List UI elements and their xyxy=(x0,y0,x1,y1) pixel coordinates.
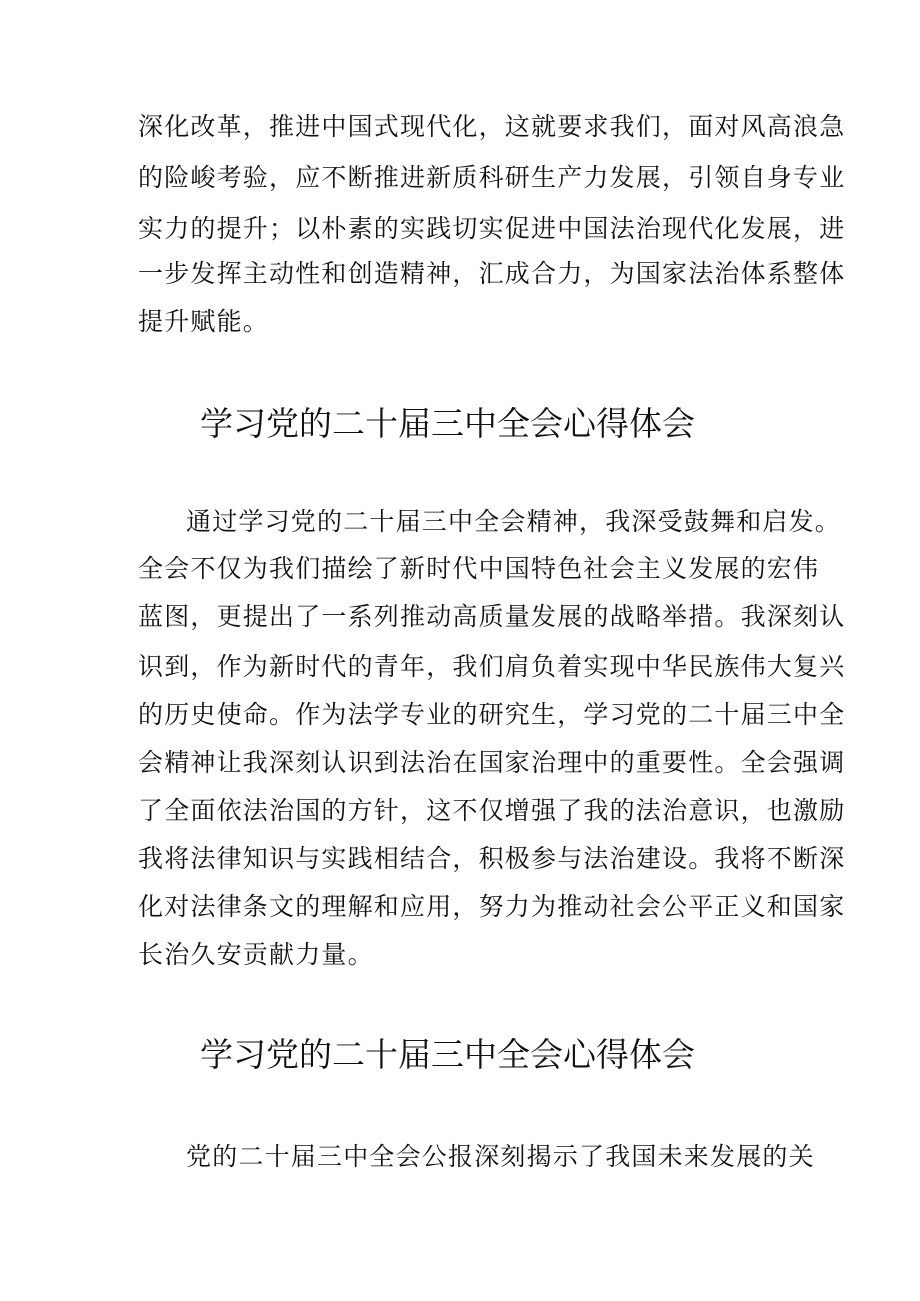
paragraph-line: 的历史使命。作为法学专业的研究生，学习党的二十届三中全 xyxy=(138,700,846,729)
section-heading: 学习党的二十届三中全会心得体会 xyxy=(200,404,695,443)
paragraph-line: 识到，作为新时代的青年，我们肩负着实现中华民族伟大复兴 xyxy=(138,652,846,681)
paragraph-line: 化对法律条文的理解和应用，努力为推动社会公平正义和国家 xyxy=(138,892,846,921)
paragraph-line: 通过学习党的二十届三中全会精神，我深受鼓舞和启发。 xyxy=(186,507,842,536)
section-heading: 学习党的二十届三中全会心得体会 xyxy=(200,1035,695,1074)
paragraph-line: 长治久安贡献力量。 xyxy=(138,940,374,969)
paragraph-line: 的险峻考验，应不断推进新质科研生产力发展，引领自身专业 xyxy=(138,163,846,192)
paragraph-line: 党的二十届三中全会公报深刻揭示了我国未来发展的关 xyxy=(186,1142,815,1171)
paragraph-line: 一步发挥主动性和创造精神，汇成合力，为国家法治体系整体 xyxy=(138,259,846,288)
paragraph-line: 会精神让我深刻认识到法治在国家治理中的重要性。全会强调 xyxy=(138,748,846,777)
paragraph-line: 我将法律知识与实践相结合，积极参与法治建设。我将不断深 xyxy=(138,844,846,873)
paragraph-line: 蓝图，更提出了一系列推动高质量发展的战略举措。我深刻认 xyxy=(138,602,846,631)
paragraph-line: 实力的提升；以朴素的实践切实促进中国法治现代化发展，进 xyxy=(138,214,846,243)
paragraph-line: 深化改革，推进中国式现代化，这就要求我们，面对风高浪急 xyxy=(138,112,846,141)
paragraph-line: 了全面依法治国的方针，这不仅增强了我的法治意识，也激励 xyxy=(138,796,846,825)
paragraph-line: 提升赋能。 xyxy=(138,307,270,336)
paragraph-line: 全会不仅为我们描绘了新时代中国特色社会主义发展的宏伟 xyxy=(138,554,820,583)
